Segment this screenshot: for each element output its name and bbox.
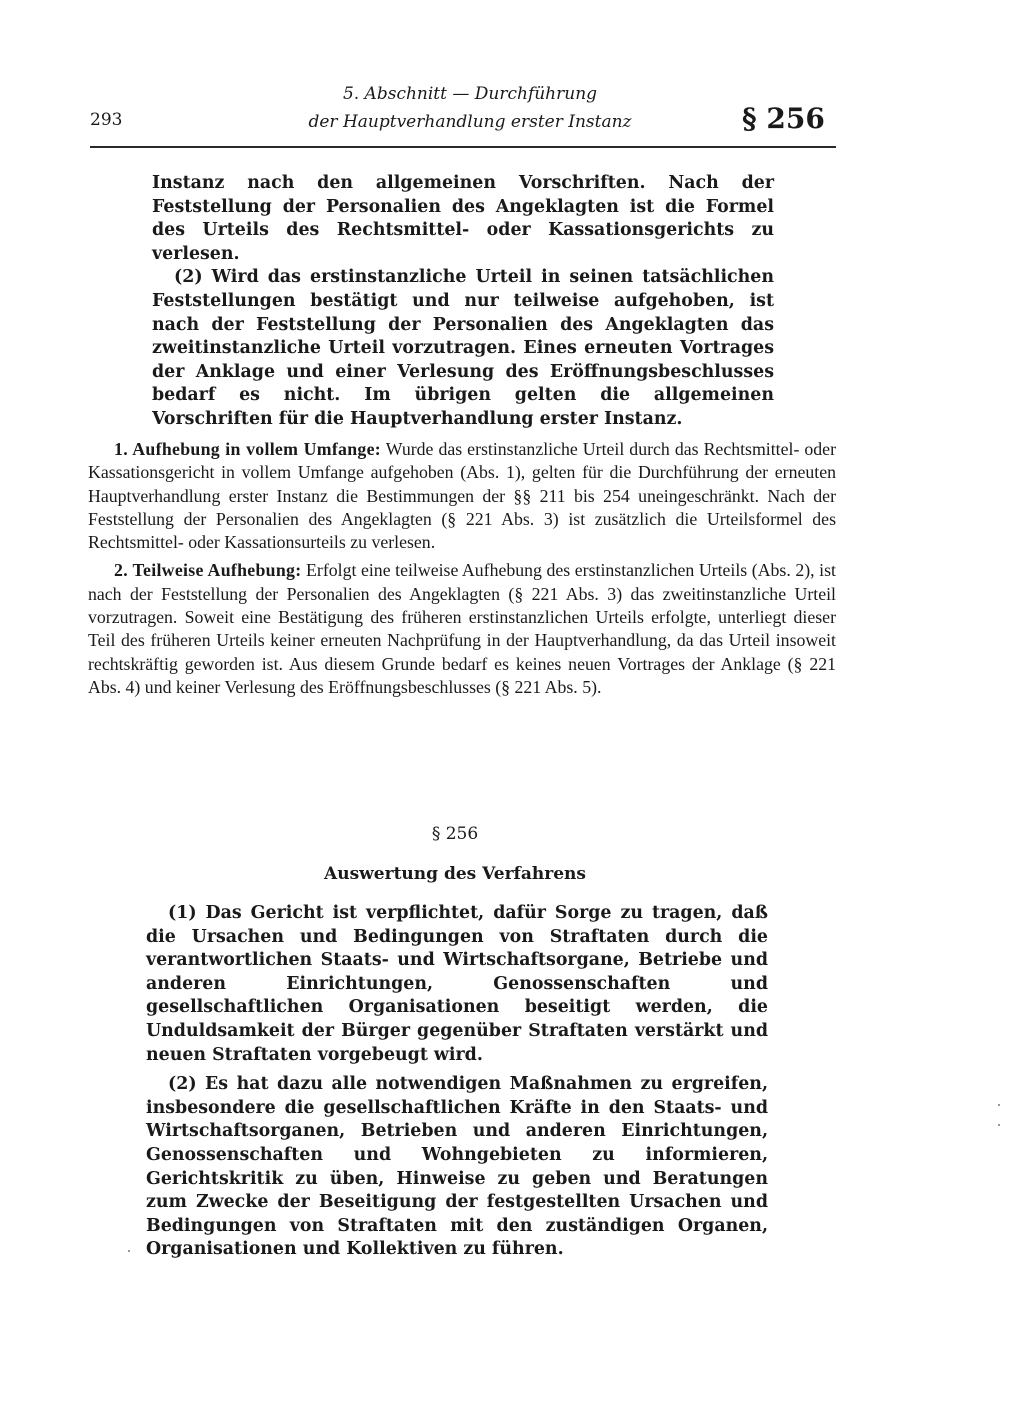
running-head-line1: 5. Abschnitt — Durchführung [342, 84, 598, 104]
commentary-lead: 1. Aufhebung in vollem Umfange: [114, 439, 382, 459]
scan-speck [998, 1104, 1000, 1106]
law-paragraph: (2) Es hat dazu alle notwendigen Maßnahmen zu ergreifen, insbesondere die gesellschaftlichen Kräfte in den Staats- und Wirtschaftsorganen, Betrieben und anderen Einrichtungen, Genossenschaften und Wohngebieten zu informieren, Gerichtskritik zu üben, Hinweise zu geben und Beratungen zum Zwecke der Beseitigung der festgestellten Ursachen und Bedingungen von Straftaten mit den zuständigen Organen, Organisationen und Kollektiven zu führen. [146, 1074, 768, 1260]
section-title: Auswertung des Verfahrens [324, 864, 586, 884]
commentary-note [88, 559, 836, 699]
page-number: 293 [90, 110, 123, 130]
commentary-lead: 2. Teilweise Aufhebung: [114, 560, 302, 581]
commentary-text: Wurde das erstinstanzliche Urteil durch das Rechtsmittel- oder Kassationsgericht in vollem Umfange aufgehoben (Abs. 1), gelten für die Durchführung der erneuten Hauptverhandlung erster Instanz die Bestimmungen der §§ 211 bis 254 uneingeschränkt. Nach der Feststellung der Personalien des Angeklagten (§ 221 Abs. 3) ist zusätzlich die Urteilsformel des Rechtsmittel- oder Kassationsurteils zu verlesen. [88, 439, 836, 553]
law-paragraph: Instanz nach den allgemeinen Vorschriften. Nach der Feststellung der Personalien des Angeklagten ist die Formel des Urteils des Rechtsmittel- oder Kassationsgerichts zu verlesen. [152, 173, 774, 264]
section-number: § 256 [431, 824, 479, 844]
running-head [260, 80, 680, 136]
commentary-text: Erfolgt eine teilweise Aufhebung des erstinstanzlichen Urteils (Abs. 2), ist nach der Feststellung der Personalien des Angeklagten (§ 221 Abs. 3) das zweitinstanzliche Urteil vorzutragen. Soweit eine Bestätigung des früheren erstinstanzlichen Urteils erfolgte, unterliegt dieser Teil des früheren Urteils keiner erneuten Nachprüfung in der Hauptverhandlung, da das Urteil insoweit rechtskräftig geworden ist. Aus diesem Grunde bedarf es keines neuen Vortrages der Anklage (§ 221 Abs. 4) und keiner Verlesung des Eröffnungsbeschlusses (§ 221 Abs. 5). [88, 560, 836, 697]
law-paragraph: (1) Das Gericht ist verpflichtet, dafür Sorge zu tragen, daß die Ursachen und Bedingungen von Straftaten durch die verantwortlichen Staats- und Wirtschaftsorgane, Betriebe und anderen Einrichtungen, Genossenschaften und gesellschaftlichen Organisationen beseitigt werden, die Unduldsamkeit der Bürger gegenüber Straftaten verstärkt und neuen Straftaten vorgebeugt wird. [146, 903, 768, 1065]
header-rule [90, 146, 836, 148]
commentary-note [88, 438, 836, 554]
law-paragraph: (2) Wird das erstinstanzliche Urteil in seinen tatsächlichen Feststellungen bestätigt und nur teilweise aufgehoben, ist nach der Feststellung der Personalien des Angeklagten das zweitinstanzliche Urteil vorzutragen. Eines erneuten Vortrages der Anklage und einer Verlesung des Eröffnungsbeschlusses bedarf es nicht. Im übrigen gelten die allgemeinen Vorschriften für die Hauptverhandlung erster Instanz. [152, 267, 774, 429]
law-text-256 [146, 902, 768, 1262]
section-mark: § 256 [742, 102, 825, 135]
commentary [88, 438, 836, 704]
scan-speck [128, 1250, 130, 1252]
scan-speck [998, 1124, 1000, 1126]
law-text-255 [152, 172, 774, 432]
running-head-line2: der Hauptverhandlung erster Instanz [308, 112, 632, 132]
